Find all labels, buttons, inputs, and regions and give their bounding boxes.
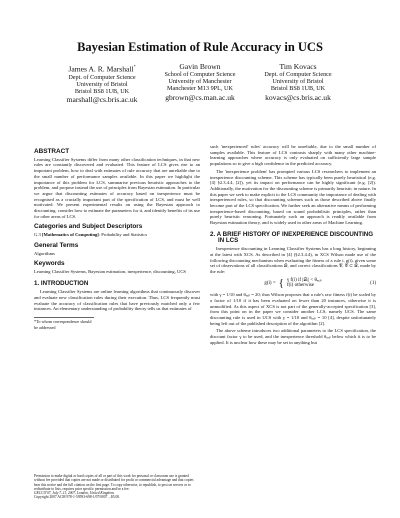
keywords-heading: Keywords bbox=[34, 260, 65, 268]
history-paragraph-2: with γ = 1/10 and θₑₓₚ = 20; thus Wilson proposes that a rule's raw fitness f(i) be scaled by a factor of 1/10 if it has been evaluated on fewer than 20 instances, otherwise it is unmodified. As this aspect of XCS is not part of the generally-accepted specification [3], from this point on in the paper we consider another LCS, namely UCS. The same discounting rule is used in UCS with γ = 1/10 and θₑₓₚ = 10 [4], despite unfortunately being left out of the published description of the algorithm [2]. bbox=[210, 292, 376, 326]
right-paragraph-2: The 'inexperience problem' has prompted various LCS researchers to implement an inexperience discounting scheme. This scheme has typically been purely heuristical (e.g. [4] §2.3.4.4, [2]), yet its impact on performance can be highly significant (e.g. [2]). Additionally, the motivation for the discounting scheme is primarily heuristic in nature. In this paper we seek to make explicit to the LCS community the importance of dealing with inexperienced rules, so that discounting schemes such as those described above finally become part of the LCS specification. We further seek an alternative means of performing inexperience-based discounting, based on sound probabilistic principles, rather than purely heuristic reasoning. Fortunately such an approach is readily available from Bayesian estimation theory, and is widely used in other areas of Machine Learning. bbox=[210, 168, 376, 226]
general-terms-text: Algorithms bbox=[34, 250, 55, 256]
equation-lhs: g(i) = bbox=[264, 280, 276, 286]
abstract-heading: ABSTRACT bbox=[34, 148, 70, 155]
equation-case-1: γ f(i) if |𝒟ᵢ| < θₑₓₚ bbox=[286, 277, 322, 283]
right-paragraph-1: such 'inexperienced' rules' accuracy will be unreliable, due to the small number of samples available. This feature of LCS contrasts sharply with many other machine-learning approaches where accuracy is only evaluated on sufficiently large sample populations so to give a high confidence in the predicted accuracy. bbox=[210, 144, 376, 167]
author-email-1[interactable]: marshall@cs.bris.ac.uk bbox=[66, 95, 138, 105]
author-dept-3: Dept. of Computer Science bbox=[264, 71, 332, 78]
equation-1 bbox=[210, 278, 376, 289]
venue-text: GECCO'07, July 7–11, 2007, London, United Kingdom. bbox=[34, 491, 115, 496]
footnote: *To whom correspondence should be addressed bbox=[34, 317, 94, 330]
abstract-text: Learning Classifier Systems differ from many other classification techniques, in that new rules are constantly discovered and evaluated. This feature of LCS gives rise to an important problem, how to deal with estimates of rule accuracy that are unreliable due to the small number of performance samples available. In this paper we highlight the importance of this problem for LCS, summarise previous heuristic approaches to the problem, and propose instead the use of principles from Bayesian estimation. In particular we argue that discounting estimates of accuracy based on inexperience must be recognised as a crucially important part of the specification of LCS, and must be well motivated. We present experimental results on using the Bayesian approach to discounting, consider how to estimate the parameters for it, and identify benefits of its use for other areas of LCS. bbox=[34, 156, 200, 219]
author-org-1: University of Bristol bbox=[76, 80, 128, 88]
permission-notice bbox=[34, 474, 200, 500]
permission-text: Permission to make digital or hard copies of all or part of this work for personal or classroom use is granted without fee provided that copies are not made or distributed for profit or commercial advantage and that copies bear this notice and the full citation on the first page. To copy otherwise, to republish, to post on servers or to redistribute to lists, requires prior specific permission and/or a fee. bbox=[34, 474, 194, 491]
right-column bbox=[210, 144, 376, 348]
author-dept-2: School of Computer Science bbox=[164, 71, 236, 78]
author-name-3: Tim Kovacs bbox=[279, 62, 317, 71]
keywords-text: Learning Classifier Systems, Bayesian estimation, inexperience, discounting, UCS bbox=[34, 268, 186, 274]
equation-brace: { bbox=[278, 277, 284, 290]
equation-cases bbox=[287, 278, 322, 289]
author-sup-1: * bbox=[133, 64, 136, 69]
history-paragraph-3: The above scheme introduces two additional parameters to the LCS specification, the discount factor γ to be used, and the inexperience threshold θₑₓₚ below which it is to be applied. It is unclear how these may be set in anything but bbox=[210, 328, 376, 345]
author-addr-2: Manchester M13 9PL, UK bbox=[167, 85, 233, 93]
equation-number: (1) bbox=[370, 280, 376, 286]
author-org-2: University of Manchester bbox=[168, 78, 232, 86]
intro-paragraph: Learning Classifier Systems are online learning algorithms that continuously discover and evaluate new classification rules during their execution. Thus, LCS frequently must evaluate the accuracy of classification rules that have previously matched only a few instances. An elementary understanding of probability theory tells us that estimates of bbox=[34, 289, 200, 312]
author-org-3: University of Bristol bbox=[272, 78, 324, 86]
left-column bbox=[34, 144, 200, 331]
equation-case-2: f(i) otherwise bbox=[286, 283, 315, 289]
history-paragraph-1: Inexperience discounting in Learning Classifier Systems has a long history, beginning at the latest with XCS. As described in [4] (§2.3.4.4), in XCS Wilson made use of the following discounting mechanism when evaluating the fitness of a rule i, g(i), given some set of observations of all classifications 𝒟, and correct classifications 𝒞, 𝒞 ⊂ 𝒟, made by the rule: bbox=[210, 246, 376, 275]
categories-heading: Categories and Subject Descriptors bbox=[34, 223, 143, 231]
section-2-heading: 2. A BRIEF HISTORY OF INEXPERIENCE DISCOUNTING IN LCS bbox=[210, 230, 374, 244]
section-1-heading: 1. INTRODUCTION bbox=[34, 279, 89, 287]
author-name-2: Gavin Brown bbox=[179, 62, 221, 71]
author-block-1 bbox=[52, 62, 152, 104]
author-block-2 bbox=[150, 62, 250, 102]
author-dept-1: Dept. of Computer Science bbox=[68, 73, 136, 81]
general-terms-heading: General Terms bbox=[34, 241, 79, 249]
author-block-3 bbox=[248, 62, 348, 102]
author-name-1: James A. R. Marshall* bbox=[68, 64, 136, 74]
categories-text: G.3 [Mathematics of Computing]: Probability and Statistics bbox=[34, 232, 148, 238]
author-email-3[interactable]: kovacs@cs.bris.ac.uk bbox=[265, 92, 331, 102]
author-addr-1: Bristol BS8 1UB, UK bbox=[74, 87, 130, 95]
paper-title: Bayesian Estimation of Rule Accuracy in UCS bbox=[77, 40, 323, 54]
copyright-text: Copyright 2007 ACM 978-1-59593-698-1/07/0007 ...$5.00. bbox=[34, 495, 120, 500]
author-email-2[interactable]: gbrown@cs.man.ac.uk bbox=[165, 92, 235, 102]
author-addr-3: Bristol BS8 1UB, UK bbox=[270, 85, 326, 93]
